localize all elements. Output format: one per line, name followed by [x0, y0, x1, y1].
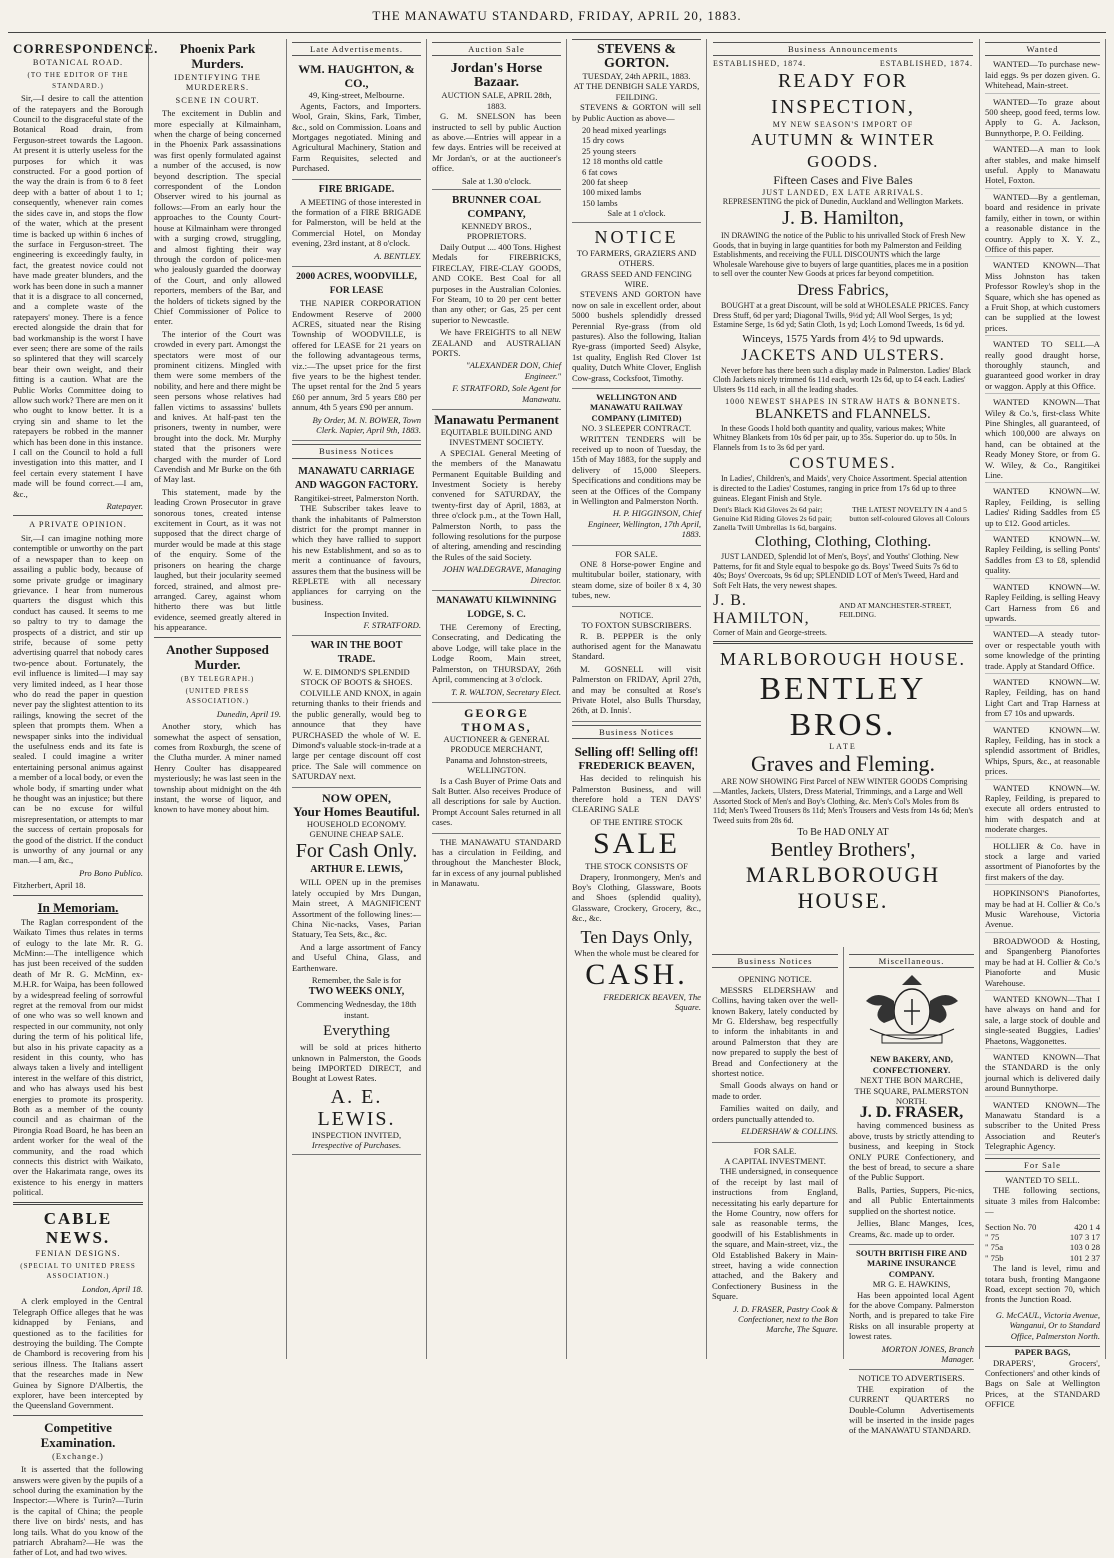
signature: G. McCAUL, Victoria Avenue, Wanganui, Or to Standard Office, Palmerston North.: [995, 1309, 1100, 1341]
ad-headline: MARLBOROUGH HOUSE.: [719, 649, 966, 670]
signature: Pro Bono Publico.: [79, 867, 143, 878]
divider: [13, 515, 143, 516]
circulation-ad: [432, 834, 561, 894]
ad-body: Dent's Black Kid Gloves 2s 6d pair; Genuine Kid Riding Gloves 2s 6d pair; Zanella Twill Umbrellas 1s 6d, bargains.: [713, 505, 837, 533]
ad-body: And a large assortment of Fancy and Useful China, Glass, and Earthenware.: [292, 941, 421, 973]
ad-subtitle: 1000 NEWEST SHAPES IN STRAW HATS & BONNETS.: [725, 396, 961, 406]
table-row: [985, 1242, 1100, 1252]
advertisers-notice: [849, 1370, 974, 1440]
ad-subtitle: TUESDAY, 24th APRIL, 1883.: [582, 71, 691, 81]
ad-note: Commencing Wednesday, the 18th instant.: [296, 999, 417, 1020]
article-body: A clerk employed in the Central Telegraph Office alleges that he was kidnapped by Fenians, and questioned as to the facilities for destroying the building. The Compte de Chambord is recovering from his serious illness. The Italians assert that the researches made in New Guinea by Signore D'Albertis, the explorer, have been intercepted by the Queensland Government.: [13, 1296, 143, 1411]
established-row: [713, 59, 973, 68]
signature: T. R. WALTON, Secretary Elect.: [451, 686, 561, 697]
signature: Ratepayer.: [106, 501, 143, 512]
wanted-item: WANTED KNOWN—W. Rapley Feilding, is selling Ponts' Saddles from £3 to £8, splendid quality.: [985, 534, 1100, 579]
ad-body: The land is level, rimu and totara bush, fronting Mangaone Road, except section 70, which fronts the Junction Road.: [985, 1263, 1100, 1305]
established-label: ESTABLISHED, 1874.: [879, 59, 973, 68]
section-label: " 75: [985, 1232, 1000, 1243]
ad-headline: READY FOR INSPECTION,: [771, 70, 915, 118]
brunner-ad: [432, 190, 561, 410]
ad-title: WAR IN THE BOOT TRADE.: [310, 640, 403, 666]
ad-headline: MARLBOROUGH HOUSE.: [745, 862, 941, 914]
section-banner: Auction Sale: [432, 42, 561, 56]
ad-body: THE LATEST NOVELTY IN 4 and 5 button self-coloured Gloves all Colours: [849, 505, 970, 524]
ad-headline: JACKETS AND ULSTERS.: [741, 346, 945, 364]
dateline: Fitzherbert, April 18.: [13, 880, 86, 891]
ad-subtitle: GRASS SEED AND FENCING WIRE.: [580, 268, 693, 289]
section-label: " 75b: [985, 1252, 1004, 1263]
ad-headline: Bentley Brothers',: [770, 839, 916, 862]
table-row: [985, 1222, 1100, 1232]
signature: By Order, M. N. BOWER, Town Clerk. Napier, April 9th, 1883.: [312, 414, 421, 435]
article-body: It is asserted that the following answers were given by the pupils of a school during the examination by the Inspector:—Where is Turin?—Turin is the capital of China; the people there live on birds' nests, and has long tails. What do you know of the patriarch Abraham?—He was the father of Lot, and had two wives.: [13, 1464, 143, 1558]
ad-name: FREDERICK BEAVEN,: [578, 760, 695, 773]
ad-body: ARE NOW SHOWING First Parcel of NEW WINTER GOODS Comprising—Mantles, Jackets, Ulsters, Dress Material, Trimmings, and a Large and Well Assorted Stock of Men's and Boy's Clothing, &c. Men's Col's Moles from 8s 11d; Men's Tweed Trousers 8s 11d; Men's Trousers and Vests from 14s 6d; Men's Tweed suits from 28s 6d.: [713, 777, 973, 825]
ad-headline: BENTLEY BROS.: [759, 670, 927, 743]
table-row: [985, 1232, 1100, 1242]
ad-headline: AUTUMN & WINTER GOODS.: [750, 130, 936, 171]
article-title: In Memoriam.: [37, 899, 119, 915]
section-banner: Business Notices: [572, 725, 701, 739]
section-banner: Wanted: [985, 42, 1100, 56]
ad-title: MANAWATU CARRIAGE AND WAGGON FACTORY.: [295, 465, 418, 491]
ad-body: THE expiration of the CURRENT QUARTERS no Double-Column Advertisements will be inserted in the inside pages of the MANAWATU STANDARD.: [849, 1383, 974, 1436]
ad-body: Balls, Parties, Suppers, Pic-nics, and all Public Entertainments supplied on the shortest notice.: [849, 1184, 974, 1216]
ad-note: Sale at 1 o'clock.: [607, 208, 666, 219]
wanted-item: WANTED KNOWN—That Miss Johnston has taken Professor Rowley's shop in the Square, which she has opened as a Fruit Shop, at which customers can be supplied at the lowest prices.: [985, 260, 1100, 336]
ad-title: BRUNNER COAL COMPANY,: [452, 194, 541, 221]
divider: [13, 1202, 143, 1205]
ad-title: STEVENS & GORTON.: [597, 42, 676, 71]
article-title: Phoenix Park Murders.: [179, 41, 256, 71]
ad-body: THE undersigned, in consequence of the receipt by last mail of instructions from England, necessitating his early departure for the Home Country, now offers for sale as reasonable terms, the goodwill of his Establishments in the square, and Main-street, viz., the Old Established Bakery in Main-street, having a wide connection attached, and the Bakery and Confectionery Business in the Square.: [712, 1166, 838, 1302]
ad-headline: Graves and Fleming.: [751, 751, 935, 777]
ad-note: When the whole must be cleared for: [574, 947, 699, 958]
section-area: 107 3 17: [1069, 1232, 1100, 1243]
beaven-ad: [572, 742, 701, 1018]
ad-address: Rangitikei-street, Palmerston North.: [294, 492, 419, 503]
gloves-row: [713, 505, 973, 532]
section-heading: CORRESPONDENCE.: [13, 41, 159, 56]
signature: "ALEXANDER DON, Chief Engineer.": [465, 360, 561, 381]
ad-title: 2000 ACRES, WOODVILLE, FOR LEASE: [296, 272, 417, 297]
article-title: Competitive Examination.: [40, 1419, 116, 1450]
wanted-item: WANTED TO SELL—A really good draught horse, thoroughly staunch, and guaranteed good worker in dray or waggon. Apply at this Office.: [985, 339, 1100, 394]
ad-subtitle: NEXT THE BON MARCHE,: [860, 1075, 963, 1086]
ad-title: Jordan's Horse Bazaar.: [450, 61, 543, 91]
press-tag: (UNITED PRESS ASSOCIATION.): [185, 686, 250, 706]
column-late-ads: [287, 39, 427, 1359]
wanted-item: BROADWOOD & Hosting, and Spangenberg Pianofortes may be had at H. Collier & Co.'s Pianoforte and Music Warehouse.: [985, 936, 1100, 991]
ad-headline: COSTUMES.: [789, 455, 897, 473]
ad-address: THE SQUARE, PALMERSTON NORTH.: [854, 1085, 969, 1107]
section-area: 103 0 28: [1069, 1242, 1100, 1253]
ad-title: FOR SALE.: [615, 548, 658, 559]
haughton-ad: [292, 59, 421, 179]
ad-headline: J. B. Hamilton,: [782, 207, 904, 229]
ad-body: DRAPERS', Grocers', Confectioners' and other kinds of Bags on Sale at Wellington Prices, at the STANDARD OFFICE: [985, 1357, 1100, 1410]
ad-headline: Clothing, Clothing, Clothing.: [754, 534, 932, 551]
article-subtitle: IDENTIFYING THE MURDERERS.: [174, 73, 261, 93]
article-body: Another story, which has somewhat the aspect of sensation, comes from Roxburgh, the scene of the Clutha murder. A miner named Henry Coulter has disappeared mysteriously; he was last seen in the township about midnight on the 4th instant, the worse of liquor, and known to have money about him.: [154, 721, 281, 815]
ad-headline: SALE: [593, 827, 680, 861]
divider: [154, 637, 281, 638]
ad-subtitle: AUCTIONEER & GENERAL PRODUCE MERCHANT,: [443, 733, 550, 755]
ad-body: In these Goods I hold both quantity and quality, various makes; White Whitney Blankets from 10s 6d per pair, up to 35s. Superior do. up to 50s. In Flannels from 1s to 3s 6d per yard.: [713, 423, 957, 452]
section-area: 101 2 37: [1069, 1252, 1100, 1263]
new-bakery-ad: [849, 1051, 974, 1245]
ad-body: THE MANAWATU STANDARD has a circulation in Feilding, and throughout the Manchester Block, far in excess of any journal published in Manawatu.: [432, 836, 561, 889]
ad-body: In Ladies', Children's, and Maids', very Choice Assortment. Special attention is directed to the Ladies' Costumes, ranging in price from 17s 6d up to three guineas. Elegant Finish and Style.: [713, 474, 967, 503]
article-title: BOTANICAL ROAD.: [32, 58, 124, 67]
fire-brigade-ad: [292, 180, 421, 267]
ad-body: COLVILLE AND KNOX, in again returning thanks to their friends and the public generally, would beg to announce that they have PURCHASED the whole of W. E. Dimond's valuable stock-in-trade at a large per centage discount off cost price. The Sale will commence on SATURDAY next.: [292, 687, 421, 782]
section-banner: Late Advertisements.: [292, 42, 421, 56]
ad-headline: CASH.: [585, 958, 688, 992]
ad-body: THE Ceremony of Erecting, Consecrating, and Dedicating the above Lodge, will take place in the Lodge Room, Main street, Palmerston, on THURSDAY, 26th April, commencing at 3 o'clock.: [432, 622, 561, 685]
stock-list: [572, 125, 701, 208]
ad-body: Small Goods always on hand or made to order.: [712, 1080, 838, 1101]
established-label: ESTABLISHED, 1874.: [713, 59, 807, 68]
section-label: " 75a: [985, 1242, 1004, 1253]
wanted-item: WANTED KNOWN—The Manawatu Standard is a subscriber to the United Press Association and Reuter's Telegraphic Agency.: [985, 1100, 1100, 1155]
ad-address: 49, King-street, Melbourne.: [308, 90, 405, 101]
ad-name: J. D. FRASER,: [859, 1104, 964, 1122]
ad-address: AND AT MANCHESTER-STREET, FEILDING.: [839, 601, 952, 620]
ad-body: Jellies, Blanc Manges, Ices, Creams, &c. made up to order.: [849, 1218, 974, 1239]
section-banner: Business Notices: [712, 954, 838, 968]
list-item: 25 young steers: [582, 145, 636, 156]
wanted-item: WANTED KNOWN—That I have always on hand and for sale, a large stock of double and single-seated Buggies, Ladies' Phaetons, Waggonettes.: [985, 994, 1100, 1049]
ad-body: BOUGHT at a great Discount, will be sold at WHOLESALE PRICES. Fancy Dress Stuff, 6d per yard; Diagonal Twills, 9½d yd; All Wool Serges, 1s yd; Estamine Serge, 1s 6d yd; Satin Cloth, 1s yd; Loch Lomond Tweeds, 1s 6d yd.: [713, 300, 969, 330]
ad-title: FOR SALE.: [753, 1145, 797, 1156]
wanted-item: HOPKINSON'S Pianofortes, may be had at H. Collier & Co.'s Music Warehouse, Victoria Avenue.: [985, 888, 1100, 933]
ad-subtitle: EQUITABLE BUILDING AND INVESTMENT SOCIETY.: [440, 426, 553, 448]
section-label: Section No. 70: [985, 1221, 1037, 1232]
wanted-item: WANTED KNOWN—W. Rapley, Feilding, is selling Ladies' Riding Saddles from £5 up to £12. Good articles.: [985, 486, 1100, 531]
wanted-item: WANTED KNOWN—W. Rapley Feilding, is selling Heavy Cart Harness from £6 and upwards.: [985, 582, 1100, 627]
ad-title: WELLINGTON AND MANAWATU RAILWAY COMPANY (LIMITED): [589, 391, 684, 423]
wanted-item: WANTED KNOWN—That Wiley & Co.'s, first-class White Pine Shingles, all guaranteed, of which 100,000 are always on hand, can be obtained at the Ready Money Store, or from G. W. Wiley, & Co., Rangitikei Line.: [985, 397, 1100, 483]
boot-trade-ad: [292, 636, 421, 787]
column-auction: [427, 39, 567, 1359]
ad-title: NOTICE TO ADVERTISERS.: [858, 1373, 965, 1384]
ad-subtitle: W. E. DIMOND'S SPLENDID STOCK OF BOOTS & SHOES.: [300, 667, 413, 688]
ad-body: ONE 8 Horse-power Engine and multitubular boiler, stationary, with steam dome, size of boiler 8 x 4, 30 tubes, new.: [572, 559, 701, 601]
ad-note: TWO WEEKS ONLY,: [308, 986, 405, 998]
ad-subtitle: MY NEW SEASON'S IMPORT OF: [772, 120, 914, 129]
ad-title: PAPER BAGS,: [985, 1346, 1100, 1357]
section-area: 420 1 4: [1074, 1221, 1100, 1232]
signature: FREDERICK BEAVEN, The Square.: [603, 992, 701, 1013]
ad-subtitle: A CAPITAL INVESTMENT.: [724, 1155, 826, 1166]
ad-note: OF THE ENTIRE STOCK: [590, 816, 683, 827]
ad-body: Has been appointed local Agent for the above Company. Palmerston North, and is prepared to take Fire Risks on all insurable property at lowest rates.: [849, 1289, 974, 1342]
ad-note: Remember, the Sale is for: [311, 975, 402, 985]
article-body: This statement, made by the leading Crown Prosecutor in grave sonorous tones, created intense excitement in Court, as it was not supposed that the direct charge of murder would be made at this stage of the enquiry. Some of the prisoners on hearing the charge laughed, but their jocularity seemed forced, strained, and almost pre-arranged. Carey, against whom hitherto there was but little evidence, seemed greatly altered in his appearance.: [154, 486, 281, 633]
article-subtitle: SCENE IN COURT.: [175, 95, 260, 105]
ad-headline: For Cash Only.: [295, 840, 418, 863]
columns: [8, 39, 1106, 1558]
ad-body: STEVENS & GORTON will sell by Public Auction as above—: [572, 102, 701, 123]
ad-body: R. B. PEPPER is the only authorised agent for the Manawatu Standard.: [572, 630, 701, 662]
wanted-item: WANTED—By a gentleman, board and residence in private family, either in town, or within a reasonable distance in the country. Apply to X. Y. Z., Office of this paper.: [985, 192, 1100, 257]
ad-body: M. GOSNELL will visit Palmerston on FRIDAY, April 27th, and may be consulted at Rose's Private Hotel, also Bulls Thursday, 26th, at D. Innis'.: [572, 663, 701, 716]
stevens-auction-ad: [572, 39, 701, 223]
carriage-ad: [292, 462, 421, 636]
ad-headline: BLANKETS and FLANNELS.: [755, 406, 931, 422]
ad-address: AT THE DENBIGH SALE YARDS, FEILDING.: [573, 81, 700, 102]
ad-subtitle: TO FOXTON SUBSCRIBERS.: [581, 620, 692, 631]
article-body: Sir,—I desire to call the attention of the ratepayers and the Borough Council to the disgraceful state of the Botanical Road drain, from Ferguson-street towards the Lagoon. At present it is utterly useless for the purposes for which it was constructed. For a good portion of the way the drain is from 6 to 8 feet deep with a batter of about 1 to 1; consequently, whenever rain comes the sides cave in, and stops the flow of the water, which at the present time is backed up within 6 inches of the surface in Ferguson-street. The engineering is exceedingly faulty, in fact, the greatest novice could not have made greater blunders, and the work has been done in such a manner that it is a disgrace to all concerned, and a complete waste of the ratepayers' money. There is a fence erected alongside the drain that for bad workmanship is the worst I have ever seen; there are some of the rails so splintered that they will scarcely bear their own weight, and their fitting is a caution. What are the Public Works Committee doing to allow such work? There are men on it who ought to know better. It is a crying sin and shame to let the ratepayers be robbed in the manner which has been done in this instance. I call on the Council to hold a full investigation into this matter, and I feel certain every statement I have made will be found correct.—I am, &c.,: [13, 93, 143, 499]
article-body: The Raglan correspondent of the Waikato Times thus relates in terms of eulogy to the late Mr. R. G. McMinn:—The intelligence which has just been received of the sudden death of Mr R. G. McMinn, ex-M.H.R. for Waipa, has been followed by a widespread feeling of sorrowful regret at the removal from our midst of one who was so well known and respected in our community, not only during the term of his political life, but also in his private capacity as a resident in this county, who has always taken a lively and intelligent interest in the welfare of this district, and who has always used his best energies to promote its prosperity. Both as a member of the county council and as chairman of the Pirongia Road Board, he has been an ardent worker for the weal of the community, and the road which connects this district with Waikato, over the Hakarimata range, owes its existence to his energy in matters political.: [13, 916, 143, 1198]
ad-note: Irrespective of Purchases.: [311, 1140, 402, 1151]
section-banner: For Sale: [985, 1158, 1100, 1172]
lewis-ad: [292, 788, 421, 1155]
ad-headline: Everything: [323, 1023, 390, 1040]
eldershaw-ad: [712, 971, 838, 1142]
ad-body: G. M. SNELSON has been instructed to sell by public Auction as above.—Entries will appear in a few days. Entries will be received at Mr Jordan's, or at the auctioneer's office.: [432, 111, 561, 174]
signature: MORTON JONES, Branch Manager.: [881, 1343, 974, 1364]
ad-name: MR G. E. HAWKINS,: [872, 1279, 951, 1290]
ad-title: Manawatu Permanent: [434, 411, 559, 427]
wanted-item: WANTED—To graze about 500 sheep, good feed, terms low. Apply to G. A. Jackson, Bunnythorpe, P. O. Feilding.: [985, 97, 1100, 142]
ad-title: MANAWATU KILWINNING LODGE, S. C.: [436, 596, 557, 621]
grass-seed-ad: [572, 223, 701, 389]
ad-headline: Dress Fabrics,: [797, 281, 889, 299]
signature: F. STRATFORD.: [363, 619, 421, 630]
ad-title: NOW OPEN,: [321, 790, 392, 805]
ad-body: THE following sections, situate 3 miles from Halcombe:—: [985, 1185, 1100, 1217]
wanted-item: WANTED KNOWN—W. Rapley, Feilding, has in stock a splendid assortment of Bridles, Whips, Spurs, &c., at reasonable prices.: [985, 725, 1100, 780]
ad-headline: A. E. LEWIS.: [317, 1085, 396, 1130]
ad-title: FIRE BRIGADE.: [318, 183, 395, 195]
ad-name: ARTHUR E. LEWIS,: [310, 864, 403, 876]
ad-headline: Ten Days Only,: [580, 926, 693, 947]
ad-subtitle: AUCTION SALE, APRIL 28th, 1883.: [441, 90, 552, 111]
list-item: 100 mixed lambs: [582, 187, 642, 198]
wanted-item: WANTED—To purchase new-laid eggs. 9s per dozen given. G. Whitehead, Main-street.: [985, 59, 1100, 93]
column-correspondence: [8, 39, 159, 1558]
ad-note: Inspection Invited.: [324, 609, 389, 620]
exchange-tag: (Exchange.): [52, 1451, 104, 1461]
wanted-item: WANTED KNOWN—That the STANDARD is the only journal which is delivered daily around Bunnythorpe.: [985, 1052, 1100, 1097]
ad-body: THE NAPIER CORPORATION Endowment Reserve of 2000 ACRES, situated near the Rising Township of WOODVILLE, is offered for LEASE for 21 years on the following advantageous terms, viz.:—The upset price for the first five years to be the highest tender. The upset rental for the 2nd 5 years £60 per annum, 3rd 5 years £80 per annum, 4th 5 years £90 per annum.: [292, 298, 421, 413]
ad-body: will be sold at prices hitherto unknown in Palmerston, the Goods being IMPORTED DIRECT, and Bought at Lowest Rates.: [292, 1042, 421, 1084]
ad-body: IN DRAWING the notice of the Public to his unrivalled Stock of Fresh New Goods, that in buying in large quantities for both my Palmerston and Feilding Establishments, and receiving the FULL DISCOUNTS which the large Wholesale Warehouse give to buyers of large quantities, places me in a position to sell over the counter New Goods at prices far beyond competition.: [713, 231, 969, 279]
press-tag: (BY TELEGRAPH.): [180, 674, 255, 683]
divider: [713, 641, 973, 644]
article-title: Another Supposed Murder.: [166, 641, 269, 672]
ad-title: NEW BAKERY, AND, CONFECTIONERY.: [870, 1054, 953, 1075]
signature: ELDERSHAW & COLLINS.: [741, 1126, 838, 1137]
hamilton-bentley-block: [707, 39, 980, 947]
ad-body: MESSRS ELDERSHAW and Collins, having taken over the well-known Bakery, lately conducted by Mr G. Eldershaw, beg respectfully to inform the inhabitants in and around Palmerston that they are now prepared to supply the best of Bread and Confectionery at the shortest notice.: [712, 984, 838, 1079]
article-body: The excitement in Dublin and more especially at Kilmainham, when the charge of being concerned in the Phoenix Park assassinations was first openly formulated against a number of the accused, is now beyond description. The special correspondent of the London Observer wired to his journal as follows:—From an early hour the approaches to the County Court-house at Kilmainham were thronged with a surging crowd, struggling, and almost fighting their way through the cordon of police-men who jealously guarded the doorway of the Court, and only allowed reporters, members of the Bar, and the holders of tickets signed by the Chief Commissioner of Police to enter.: [154, 108, 281, 327]
permanent-ad: [432, 410, 561, 591]
ad-note: REPRESENTING the pick of Dunedin, Auckland and Wellington Markets.: [722, 197, 964, 206]
list-item: 15 dry cows: [582, 135, 625, 146]
wanted-item: WANTED—A steady tutor-over or respectable youth with some knowledge of the printing trade. Apply at Standard Office.: [985, 629, 1100, 674]
press-tag: (SPECIAL TO UNITED PRESS ASSOCIATION.): [20, 1262, 136, 1281]
article-body: The interior of the Court was crowded in every part. Amongst the spectators were most of our prominent citizens. Mingled with them were some members of the nobility, and here and there might be seen persons whose relatives had fallen victims to assassins' bullets and knives. At half-past ten the prisoners, twenty in number, were brought into the dock. Mr. Murphy stated that the prisoners were charged with the murder of Lord Cavendish and Mr Burke on the 6th of May last.: [154, 328, 281, 485]
ad-subtitle: KENNEDY BROS., PROPRIETORS.: [461, 221, 532, 242]
ad-body: We have FREIGHTS to all NEW ZEALAND and AUSTRALIAN PORTS.: [432, 327, 561, 358]
section-heading: CABLE NEWS.: [43, 1208, 113, 1247]
signature: A. BENTLEY.: [374, 250, 421, 261]
wanted-item: WANTED KNOWN—W. Rapley, Feilding, is prepared to execute all orders entrusted to him with despatch and at moderate charges.: [985, 783, 1100, 838]
ad-body: STEVENS AND GORTON have now on sale in excellent order, about 5000 bushels splendidly dressed Perennial Rye-grass (from old pastures). Also the following, Italian Rye-grass (imported Seed) Alsyke, 1st quality, English Red Clover 1st quality, Dutch White Clover, English Cow-grass, Cocksfoot, Timothy.: [572, 289, 701, 383]
section-banner: Business Notices: [292, 444, 421, 458]
ad-subtitle: Winceys, 1575 Yards from 4½ to 9d upwards.: [742, 332, 944, 345]
section-banner: Business Announcements: [713, 42, 973, 56]
ad-subtitle: TO FARMERS, GRAZIERS AND OTHERS.: [576, 247, 697, 269]
hamilton-footer: [713, 592, 973, 628]
column-wanted: [980, 39, 1106, 1410]
kilwinning-ad: [432, 591, 561, 703]
ad-title: NOTICE.: [619, 609, 654, 620]
divider: [13, 895, 143, 896]
wanted-item: WANTED KNOWN—W. Rapley, Feilding, has on hand Light Cart and Trap Harness at from £7 10s and upwards.: [985, 677, 1100, 722]
list-item: 20 head mixed yearlings: [582, 125, 667, 136]
ad-title: OPENING NOTICE.: [738, 974, 812, 985]
ad-body: Never before has there been such a display made in Palmerston. Ladies' Black Cloth Jackets nicely trimmed 6s 11d each, worth 12s 6d, up to £4 each. Ladies' Ulsters 9s 11d each, in all the leading shades.: [713, 365, 972, 394]
ad-body: Families waited on daily, and orders punctually attended to.: [712, 1103, 838, 1124]
ad-subtitle: NO. 3 SLEEPER CONTRACT.: [581, 423, 692, 434]
ad-body: Agents, Factors, and Importers. Wool, Grain, Skins, Fark, Timber, &c., sold on Commission. Loans and Mortgages negotiated. Mining and Agricultural Machinery, Station and Farm Requisites, selected and Purchased.: [292, 100, 421, 174]
ad-subtitle: THE STOCK CONSISTS OF: [585, 861, 688, 872]
ad-note: To Be HAD ONLY AT: [797, 827, 889, 839]
ad-body: Drapery, Ironmongery, Men's and Boy's Clothing, Glassware, Boots and Shoes (splendid quality), Glassware, Crockery, Grocery, &c., &c., &c.: [572, 871, 701, 924]
ad-title: WM. HAUGHTON, & CO.,: [298, 62, 415, 91]
ad-subtitle: HOUSEHOLD ECONOMY.: [306, 818, 407, 829]
signature: H. P. HIGGINSON, Chief Engineer, Wellington, 17th April, 1883.: [587, 508, 701, 540]
ad-body: JUST LANDED, Splendid lot of Men's, Boys', and Youths' Clothing. New Patterns, for fit and Style equal to bespoke go ds. Boys' Tweed Suits 7s 6d to 40s; Boys' Overcoats, 9s 6d up; SPLENDID LOT of Men's Tweed, Hard and Soft Felt Hats, the very newest shapes.: [713, 552, 959, 590]
editor-tag: (TO THE EDITOR OF THE STANDARD.): [27, 71, 129, 90]
column-phoenix-park: [149, 39, 287, 1359]
ad-body: A MEETING of those interested in the formation of a FIRE BRIGADE for Palmerston, will be held at the Commercial Hotel, on Monday evening, 23rd instant, at 8 o'clock.: [292, 196, 421, 249]
dateline: Dunedin, April 19.: [216, 708, 281, 719]
ad-name: J. B. HAMILTON,: [713, 592, 810, 628]
railway-ad: [572, 389, 701, 546]
ad-headline: NOTICE: [594, 226, 679, 247]
ad-note: INSPECTION INVITED,: [311, 1129, 402, 1140]
ad-subtitle: JUST LANDED, EX LATE ARRIVALS.: [762, 188, 924, 197]
wanted-item: WANTED—A man to look after stables, and make himself useful. Apply to Manawatu Hotel, Foxton.: [985, 144, 1100, 189]
ad-body: WRITTEN TENDERS will be received up to noon of Tuesday, the 15th of May 1883, for the supply and delivery of 15,000 Sleepers. Specifications and conditions may be seen at the Offices of the Company in Wellington and Palmerston North.: [572, 433, 701, 507]
masthead: THE MANAWATU STANDARD, FRIDAY, APRIL 20, 1883.: [8, 6, 1106, 33]
woodville-ad: [292, 267, 421, 441]
ad-title: WANTED TO SELL.: [1005, 1175, 1080, 1185]
list-item: 200 fat sheep: [582, 177, 628, 188]
wanted-item: HOLLIER & Co. have in stock a large and varied assortment of Pianofortes by the first makers of the day.: [985, 841, 1100, 886]
foxton-notice: [572, 607, 701, 722]
signature: JOHN WALDEGRAVE, Managing Director.: [442, 564, 561, 585]
jordan-ad: [432, 59, 561, 190]
insurance-ad: [849, 1245, 974, 1370]
ad-title: GEORGE THOMAS,: [461, 705, 532, 734]
ad-body: THE Subscriber takes leave to thank the inhabitants of Palmerston district for the prompt manner in which they have rallied to support his new Establishment, and so as to merit a continuance of favours, assures them that the business will be REPLETE with all necessary appliances for carrying on the business.: [292, 503, 421, 607]
list-item: 12 18 months old cattle: [582, 156, 663, 167]
ad-body: having commenced business as above, trusts by strictly attending to business, and keeping in Stock ONLY PURE Confectionery, and the best of bread, to secure a share of the Public Support.: [849, 1120, 974, 1183]
section-banner: Miscellaneous.: [849, 954, 974, 968]
signature: J. D. FRASER, Pastry Cook & Confectioner, next to the Bon Marche, The Square.: [732, 1303, 838, 1335]
article-title: FENIAN DESIGNS.: [35, 1248, 121, 1258]
ad-body: A SPECIAL General Meeting of the members of the Manawatu Permanent Equitable Building and Investment Society is hereby convened for SATURDAY, the twenty-first day of April, 1883, at three o'clock p.m., at the Town Hall, Palmerston North, to pass the following resolutions for the purpose of altering, amending and rescinding the Rules of the said Society.: [432, 447, 561, 562]
signature: F. STRATFORD, Sole Agent for Manawatu.: [452, 383, 561, 404]
article-body: Sir,—I can imagine nothing more contemptible or unworthy on the part of a newspaper than to keep on assailing a public body, because of some private grudge or imaginary grievance. I hear from numerous quarters the disgust which this conduct has caused. It seems to me so paltry to try to damage the prospects of a district, and stir up strife, because of some petty advertising quarrel that nobody cares two-pence about. Fortunately, the evil influence is limited—I may say very limited indeed, as I hear those who do read the paper in question never pay the slightest attention to its railings, knowing the secret of the spleen that prompts them. When a newspaper sinks into the individual the usefulness ends and its fate is sealed. I could imagine a writer entertaining personal animus against a member of a local body, or even the whole body, if smarting under what he thought was an injustice; but there can be no excuse for wilful misrepresentation, or attempts to mar the success of certain proposals for the good of the district. If the conduct is unworthy of any journal or any man.—I am, &c.,: [13, 532, 143, 866]
coat-of-arms-icon: [852, 971, 972, 1049]
ad-body: Daily Output .... 400 Tons. Highest Medals for FIREBRICKS, FIRECLAY, FIRE-CLAY GOODS, AND COKE. Best Coal for all purposes in the Australian Colonies. For Steam, 10 to 20 per cent better than any other; or Gas, 25 per cent superior to Newcastle.: [432, 241, 561, 325]
ad-subtitle: GENUINE CHEAP SALE.: [309, 828, 404, 839]
ad-body: WILL OPEN up in the premises lately occupied by Mrs Dungan, Main street, A MAGNIFICENT Assortment of the following lines:— China Nic-nacks, Vases, Parian Statuary, Tea Sets, &c., &c.: [292, 877, 421, 940]
george-thomas-ad: [432, 703, 561, 834]
ad-note: Sale at 1.30 o'clock.: [461, 175, 532, 186]
ad-title: Selling off! Selling off!: [574, 744, 699, 760]
capital-investment-ad: [712, 1143, 838, 1340]
article-title: A PRIVATE OPINION.: [29, 520, 127, 530]
list-item: 150 lambs: [582, 197, 618, 208]
ad-title: SOUTH BRITISH FIRE AND MARINE INSURANCE COMPANY.: [855, 1247, 968, 1279]
table-row: [985, 1253, 1100, 1263]
ad-body: Is a Cash Buyer of Prime Oats and Salt Butter. Also receives Produce of all descriptions for sale by Auction. Prompt Account Sales returned in all cases.: [432, 775, 561, 828]
ad-title: Your Homes Beautiful.: [293, 803, 420, 819]
ad-body: Has decided to relinquish his Palmerston Business, and will therefore hold a TEN DAYS' CLEARING SALE: [572, 773, 701, 815]
engine-sale-ad: [572, 546, 701, 607]
ad-note: LATE: [829, 742, 857, 752]
divider: [13, 1415, 143, 1416]
dateline: London, April 18.: [82, 1283, 143, 1294]
ad-address: Corner of Main and George-streets.: [713, 628, 827, 638]
column-stevens-gorton: [567, 39, 707, 1359]
list-item: 6 fat cows: [582, 166, 618, 177]
ad-subtitle: Fifteen Cases and Five Bales: [773, 173, 913, 187]
ad-address: Panama and Johnston-streets, WELLINGTON.: [445, 754, 548, 776]
